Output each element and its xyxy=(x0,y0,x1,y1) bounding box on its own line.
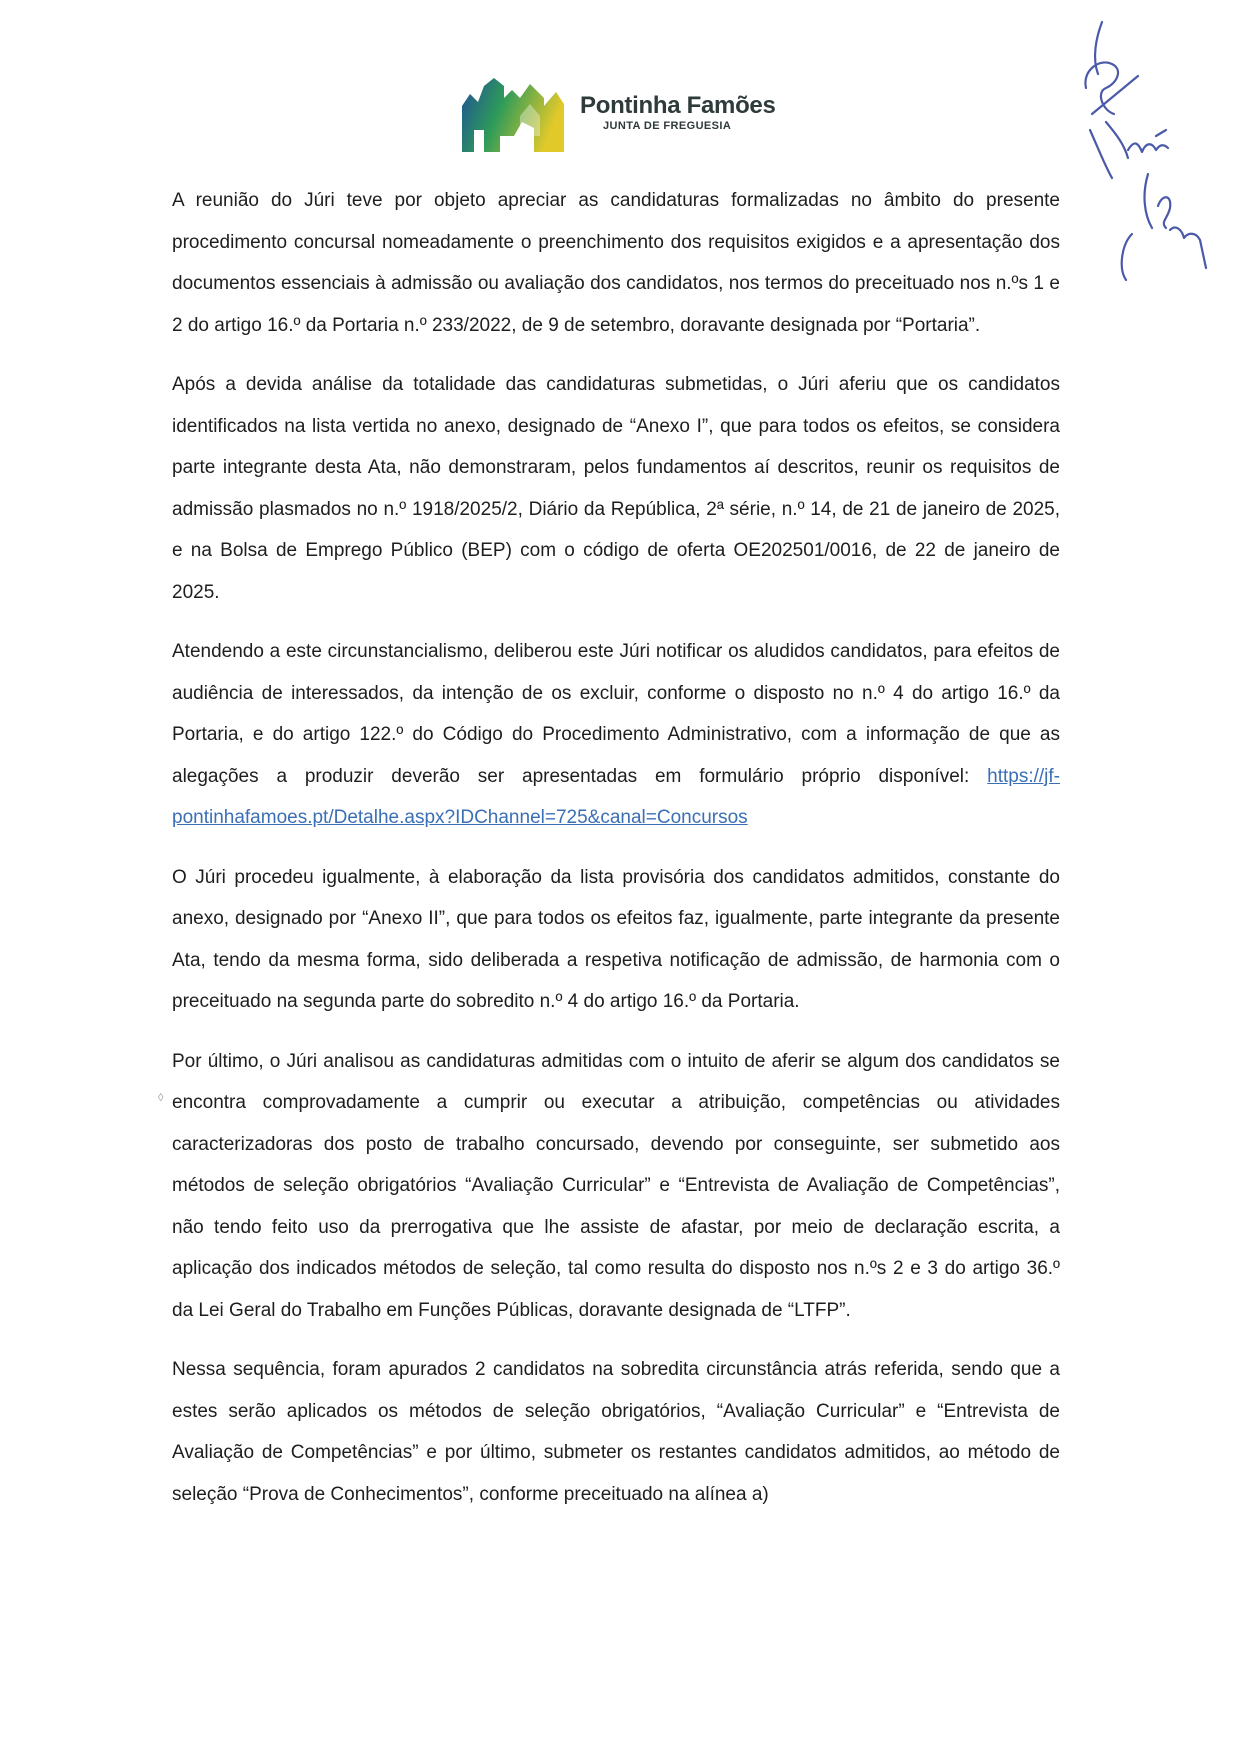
margin-mark: ◊ xyxy=(158,1092,164,1104)
body-text xyxy=(172,180,1060,1533)
junta-logo xyxy=(460,76,790,154)
paragraph-3 xyxy=(172,631,1060,839)
brand-subtitle: JUNTA DE FREGUESIA xyxy=(603,120,732,132)
handwritten-initials-icon xyxy=(1072,18,1232,288)
paragraph-4: O Júri procedeu igualmente, à elaboração da lista provisória dos candidatos admitidos, constante do anexo, designado por “Anexo II”, que para todos os efeitos faz, igualmente, parte integrante da presente Ata, tendo da mesma forma, sido deliberada a respetiva notificação de admissão, de harmonia com o preceituado na segunda parte do sobredito n.º 4 do artigo 16.º da Portaria. xyxy=(172,866,1060,1012)
paragraph-6: Nessa sequência, foram apurados 2 candidatos na sobredita circunstância atrás referida, sendo que a estes serão aplicados os métodos de seleção obrigatórios, “Avaliação Curricular” e “Entrevista de Avaliação de Competências” e por último, submeter os restantes candidatos admitidos, ao método de seleção “Prova de Conhecimentos”, conforme preceituado na alínea a) xyxy=(172,1359,1060,1505)
paragraph-1: A reunião do Júri teve por objeto apreciar as candidaturas formalizadas no âmbito do presente procedimento concursal nomeadamente o preenchimento dos requisitos exigidos e a apresentação dos documentos essenciais à admissão ou avaliação dos candidatos, nos termos do preceituado nos n.ºs 1 e 2 do artigo 16.º da Portaria n.º 233/2022, de 9 de setembro, doravante designada por “Portaria”. xyxy=(172,190,1060,336)
paragraph-3-text: Atendendo a este circunstancialismo, deliberou este Júri notificar os aludidos candidatos, para efeitos de audiência de interessados, da intenção de os excluir, conforme o disposto no n.º 4 do artigo 16.º da Portaria, e do artigo 122.º do Código do Procedimento Administrativo, com a informação de que as alegações a produzir deverão ser apresentadas em formulário próprio disponível: xyxy=(172,641,1060,787)
brand-name: Pontinha Famões xyxy=(580,92,776,119)
concursos-link[interactable]: https://jf-pontinhafamoes.pt/Detalhe.aspx?IDChannel=725&canal=Concursos xyxy=(172,765,1060,828)
paragraph-5: Por último, o Júri analisou as candidaturas admitidas com o intuito de aferir se algum dos candidatos se encontra comprovadamente a cumprir ou executar a atribuição, competências ou atividades caracterizadoras dos posto de trabalho concursado, devendo por conseguinte, ser submetido aos métodos de seleção obrigatórios “Avaliação Curricular” e “Entrevista de Avaliação de Competências”, não tendo feito uso da prerrogativa que lhe assiste de afastar, por meio de declaração escrita, a aplicação dos indicados métodos de seleção, tal como resulta do disposto nos n.ºs 2 e 3 do artigo 36.º da Lei Geral do Trabalho em Funções Públicas, doravante designada de “LTFP”. xyxy=(172,1050,1060,1321)
paragraph-2: Após a devida análise da totalidade das candidaturas submetidas, o Júri aferiu que os candidatos identificados na lista vertida no anexo, designado de “Anexo I”, que para todos os efeitos, se considera parte integrante desta Ata, não demonstraram, pelos fundamentos aí descritos, reunir os requisitos de admissão plasmados no n.º 1918/2025/2, Diário da República, 2ª série, n.º 14, de 21 de janeiro de 2025, e na Bolsa de Emprego Público (BEP) com o código de oferta OE202501/0016, de 22 de janeiro de 2025. xyxy=(172,374,1060,603)
logo-mark-icon xyxy=(460,76,566,154)
